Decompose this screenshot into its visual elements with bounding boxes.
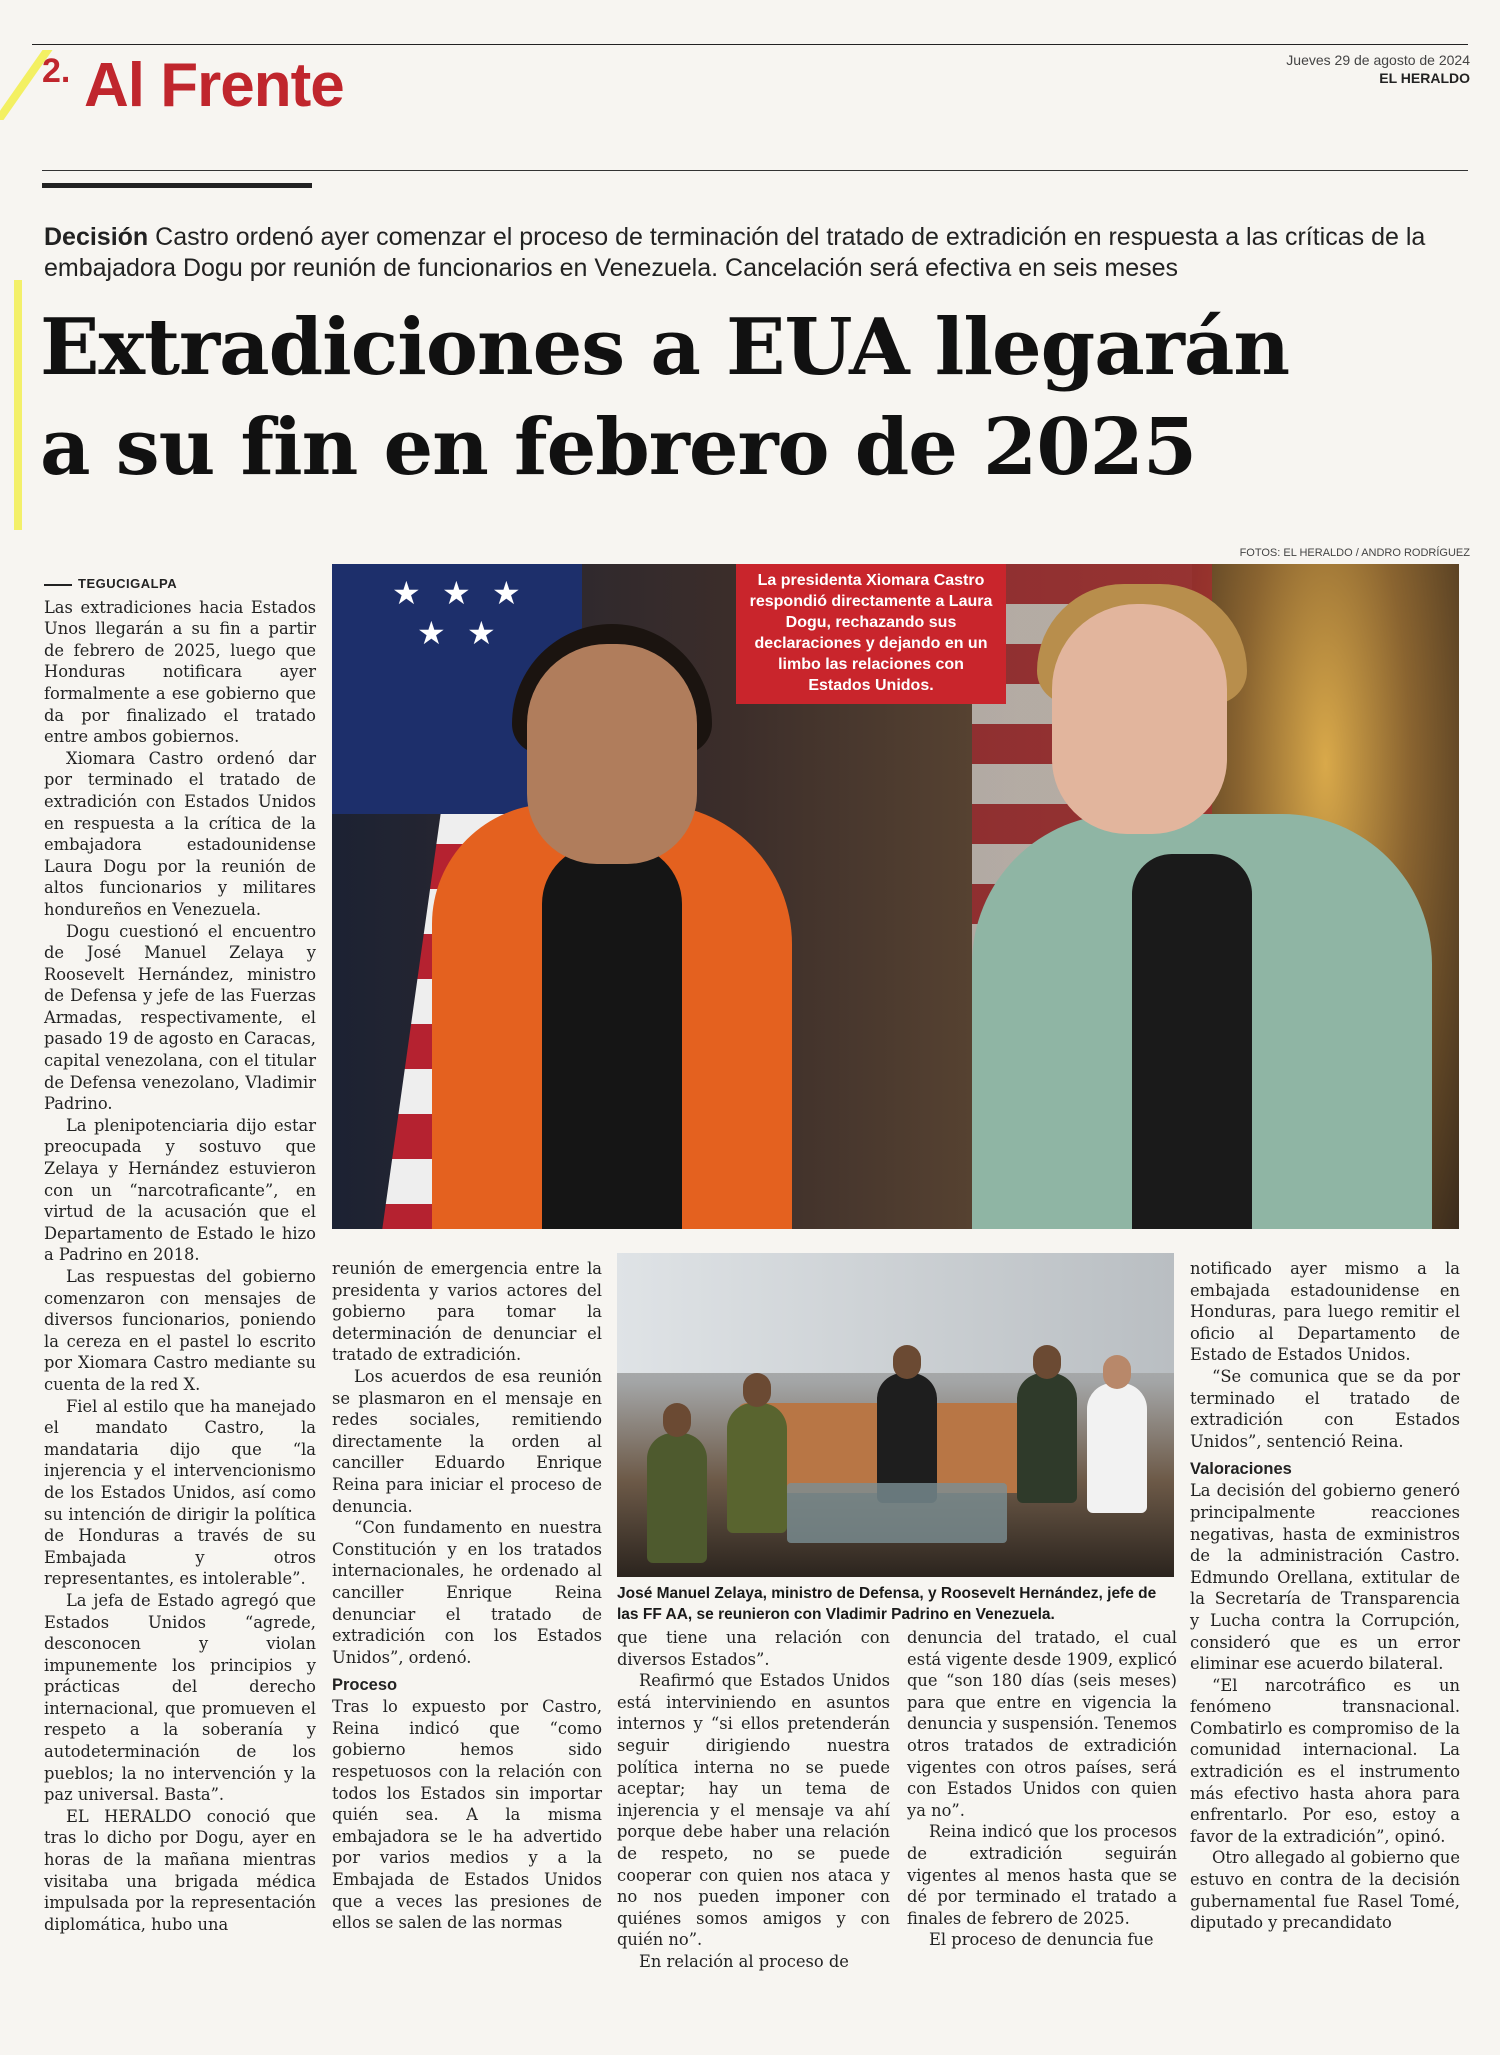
headline [40,298,1480,498]
figure-left-face [527,644,697,864]
article-column-2 [332,1258,602,1934]
star-icon: ★ [417,614,446,652]
subhead-valoraciones: Valoraciones [1190,1460,1292,1479]
headline-line-2: a su fin en febrero de 2025 [40,402,1197,493]
meeting-photo-caption: José Manuel Zelaya, ministro de Defensa, y Roosevelt Hernández, jefe de las FF AA, se reunieron con Vladimir Padrino en Venezuela. [617,1585,1157,1623]
figure-right-face [1052,604,1227,834]
photo-callout: La presidenta Xiomara Castro respondió directamente a Laura Dogu, rechazando sus declaraciones y dejando en un limbo las relaciones con Estados Unidos. [736,564,1006,704]
newspaper-name: EL HERALDO [1379,70,1470,86]
meeting-photo-head [663,1403,691,1437]
figure-left-shirt [542,844,682,1229]
paragraph: denuncia del tratado, el cual está vigente desde 1909, explicó que “son 180 días (seis meses) para que entre en vigencia la denuncia y suspensión. Tenemos otros tratados de extradición vigentes con otros países, será con Estados Unidos con quien ya no”. [907,1628,1177,1820]
paragraph: Dogu cuestionó el encuentro de José Manuel Zelaya y Roosevelt Hernández, ministro de Defensa y jefe de las Fuerzas Armadas, respectivamente, el pasado 19 de agosto en Caracas, capital venezolana, con el titular de Defensa venezolano, Vladimir Padrino. [44,921,316,1114]
meeting-photo-person [1087,1383,1147,1513]
paragraph: Reina indicó que los procesos de extradición seguirán vigentes al menos hasta que se dé por terminado el tratado a finales de febrero de 2025. [907,1822,1177,1928]
issue-date: Jueves 29 de agosto de 2024 [1286,52,1470,68]
paragraph: “Con fundamento en nuestra Constitución y en los tratados internacionales, he ordenado al canciller Enrique Reina denunciar el tratado de extradición con los Estados Unidos”, ordenó. [332,1518,602,1667]
paragraph: “El narcotráfico es un fenómeno transnacional. Combatirlo es compromiso de la comunidad internacional. La extradición es el instrumento más efectivo hasta ahora para enfrentarlo. Por eso, estoy a favor de la extradición”, opinó. [1190,1675,1460,1846]
meeting-photo-head [893,1345,921,1379]
paragraph: La decisión del gobierno generó principalmente reacciones negativas, hasta de exministros de la administración Castro. Edmundo Orellana, extitular de la Secretaría de Transparencia y Lucha contra la Corrupción, consideró que es un error eliminar ese acuerdo bilateral. [1190,1481,1460,1674]
meeting-photo-person [727,1403,787,1533]
article-column-3 [617,1627,890,1973]
deck-summary [44,222,1464,284]
meeting-photo-table [787,1483,1007,1543]
paragraph: reunión de emergencia entre la presidenta y varios actores del gobierno para tomar la determinación de denunciar el tratado de extradición. [332,1259,602,1365]
paragraph: EL HERALDO conoció que tras lo dicho por Dogu, ayer en horas de la mañana mientras visitaba una brigada médica impulsada por la representación diplomática, hubo una [44,1806,316,1934]
article-column-1 [44,573,316,1935]
meeting-photo-head [1103,1355,1131,1389]
paragraph: El proceso de denuncia fue [929,1930,1154,1950]
page-number: 2. [42,52,71,90]
header-thick-rule [42,183,312,188]
figure-right-top [1132,854,1252,1229]
paragraph: Otro allegado al gobierno que estuvo en contra de la decisión gubernamental fue Rasel Tomé, diputado y precandidato [1190,1848,1460,1933]
paragraph: La plenipotenciaria dijo estar preocupada y sostuvo que Zelaya y Hernández estuvieron con un “narcotraficante”, en virtud de la acusación que el Departamento de Estado le hizo a Padrino en 2018. [44,1115,316,1265]
section-title: Al Frente [84,51,344,120]
article-column-5 [1190,1258,1460,1934]
deck-lead: Decisión [44,223,149,251]
paragraph: que tiene una relación con diversos Estados”. [617,1628,890,1669]
paragraph: Reafirmó que Estados Unidos está interviniendo en asuntos internos y “si ellos pretenderán seguir dirigiendo nuestra política interna no se puede aceptar; hay un tema de injerencia y el mensaje va ahí porque debe haber una relación de respeto, no se puede cooperar con quien nos ataca y no nos pueden imponer con quiénes somos amigos y con quién no”. [617,1671,890,1950]
star-icon: ★ [467,614,496,652]
meeting-photo-head [743,1373,771,1407]
deck-text: Castro ordenó ayer comenzar el proceso de terminación del tratado de extradición en respuesta a las críticas de la embajadora Dogu por reunión de funcionarios en Venezuela. Cancelación será efectiva en seis meses [44,223,1426,282]
paragraph: Tras lo expuesto por Castro, Reina indicó que “como gobierno hemos sido respetuosos con la relación con todos los Estados sin importar quién sea. A la misma embajadora se le ha advertido por varios medios y a la Embajada de Estados Unidos que a veces las presiones de ellos se salen de las normas [332,1697,602,1933]
paragraph: “Se comunica que se da por terminado el tratado de extradición con Estados Unidos”, sentenció Reina. [1190,1366,1460,1451]
star-icon: ★ [392,574,421,612]
main-photo [332,564,1459,1229]
photo-credit: FOTOS: EL HERALDO / ANDRO RODRÍGUEZ [1239,547,1470,559]
top-rule [32,44,1468,45]
header-rule [42,170,1468,171]
article-column-4 [907,1627,1177,1951]
subhead-proceso: Proceso [332,1676,398,1695]
meeting-photo [617,1253,1174,1577]
star-icon: ★ [492,574,521,612]
meeting-photo-person [647,1433,707,1563]
paragraph: Las extradiciones hacia Estados Unos llegarán a su fin a partir de febrero de 2025, luego que Honduras notificara ayer formalmente a ese gobierno que da por finalizado el tratado entre ambos gobiernos. [44,597,316,747]
star-icon: ★ [442,574,471,612]
headline-line-1: Extradiciones a EUA llegarán [40,302,1290,393]
highlighter-side-mark [14,280,22,530]
paragraph: Fiel al estilo que ha manejado el mandato Castro, la mandataria dijo que “la injerencia y el intervencionismo de los Estados Unidos, así como su intención de dirigir la política de Honduras a través de su Embajada y otros representantes, es intolerable”. [44,1396,316,1589]
paragraph: Xiomara Castro ordenó dar por terminado el tratado de extradición con Estados Unidos en respuesta a la crítica de la embajadora estadounidense Laura Dogu por la reunión de altos funcionarios y militares hondureños en Venezuela. [44,748,316,919]
paragraph: En relación al proceso de [639,1951,849,1971]
dateline: TEGUCIGALPA [44,573,316,595]
paragraph: Las respuestas del gobierno comenzaron con mensajes de diversos funcionarios, poniendo la cereza en el pastel lo escrito por Xiomara Castro mediante su cuenta de la red X. [44,1267,316,1394]
meeting-photo-head [1033,1345,1061,1379]
paragraph: La jefa de Estado agregó que Estados Unidos “agrede, desconocen y violan impunemente los principios y prácticas del derecho internacional, que promueven el respeto a la soberanía y autodeterminación de los pueblos; la no intervención y la paz universal. Basta”. [44,1590,316,1805]
paragraph: notificado ayer mismo a la embajada estadounidense en Honduras, para luego remitir el oficio al Departamento de Estado de Estados Unidos. [1190,1259,1460,1365]
meeting-photo-person [1017,1373,1077,1503]
paragraph: Los acuerdos de esa reunión se plasmaron en el mensaje en redes sociales, remitiendo directamente la orden al canciller Eduardo Enrique Reina para iniciar el proceso de denuncia. [332,1366,602,1516]
